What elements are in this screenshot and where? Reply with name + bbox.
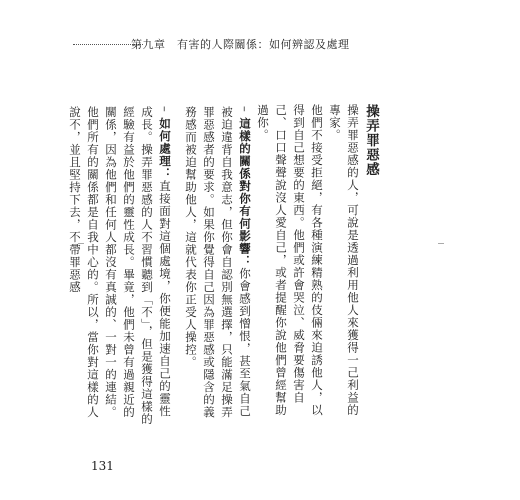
gutter-tick	[78, 243, 84, 244]
point-effect-label: 這樣的關係對你有何影響：	[238, 117, 252, 268]
running-header	[0, 0, 520, 60]
point-effect: – 這樣的關係對你有何影響：你會感到憎恨，甚至氣自己被迫違背自我意志，但你會自認別無選擇，只能滿足操弄罪惡感者的要求。如果你覺得自己因為罪惡感或隱含的義務感而被迫幫助他人，這就代表你正受人操控。	[184, 106, 252, 419]
gutter-tick	[438, 243, 444, 244]
page-number: 131	[91, 459, 114, 473]
vertical-body-text	[68, 104, 380, 426]
paragraph-intro: 操弄罪惡感的人，可說是透過利用他人來獲得一己利益的專家。	[328, 104, 360, 417]
point-effect-text: 你會感到憎恨，甚至氣自己被迫違背自我意志，但你會自認別無選擇，只能滿足操弄罪惡感者的要求。如果你覺得自己因為罪惡感或隱含的義務感而被迫幫助他人，這就代表你正受人操控。	[184, 106, 252, 419]
section-heading: 操弄罪惡感	[363, 104, 379, 177]
point-handling: – 如何處理：直接面對這個處境，你便能加速自己的靈性成長。操弄罪惡感的人不習慣聽到「不」，但是獲得這樣的經驗有益於他們的靈性成長。畢竟，他們未曾有過親近的關係，因為他們和任何人都沒有真誠的、一對一的連結。他們所有的關係都是自我中心的。所以，當你對這樣的人說不，並且堅持下去，不帶罪惡感	[68, 106, 172, 426]
chapter-title: 第九章 有害的人際關係：如何辨認及處理	[131, 38, 350, 51]
point-handling-label: 如何處理：	[158, 117, 172, 180]
point-handling-text: 直接面對這個處境，你便能加速自己的靈性成長。操弄罪惡感的人不習慣聽到「不」，但是獲得這樣的經驗有益於他們的靈性成長。畢竟，他們未曾有過親近的關係，因為他們和任何人都沒有真誠的、一對一的連結。他們所有的關係都是自我中心的。所以，當你對這樣的人說不，並且堅持下去，不帶罪惡感	[68, 106, 172, 426]
paragraph-tactics: 他們不接受拒絕，有各種演練精熟的伎倆來迫誘他人，以得到自己想要的東西。他們或許會哭泣、威脅要傷害自己、口口聲聲說沒人愛自己，或者提醒你說他們曾經幫助過你。	[256, 104, 324, 417]
